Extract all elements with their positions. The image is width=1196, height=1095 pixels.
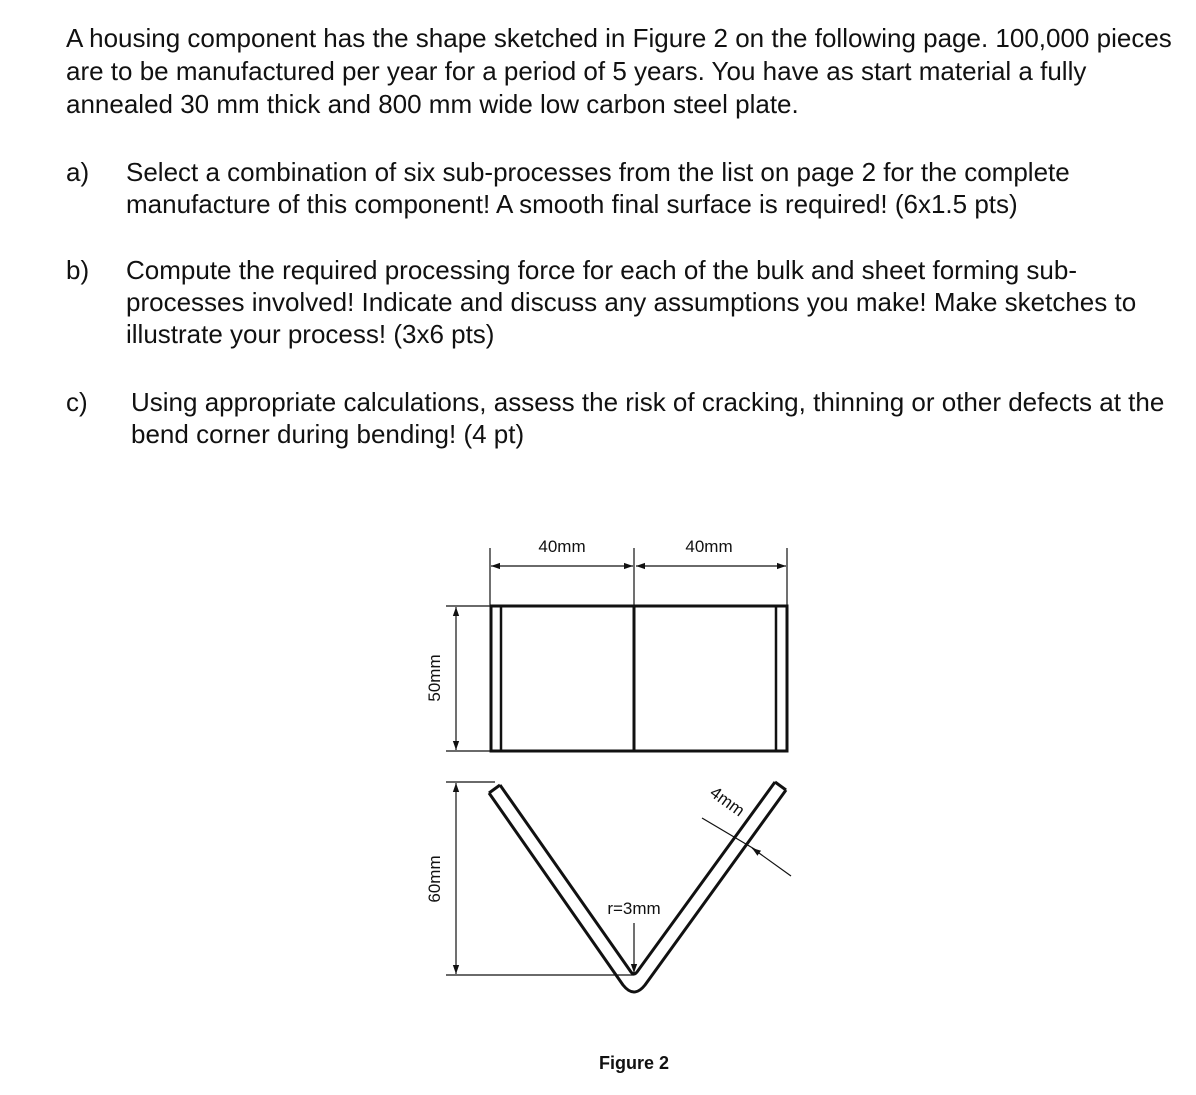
height-bottom-label: 60mm <box>425 855 444 903</box>
height-60-dimension <box>446 782 634 975</box>
question-c-text: Using appropriate calculations, assess the risk of cracking, thinning or other defects at the bend corner during bending! (4 pt) <box>131 387 1165 449</box>
figure-caption: Figure 2 <box>598 1053 670 1073</box>
height-top-label: 50mm <box>425 654 444 702</box>
question-b-text: Compute the required processing force for each of the bulk and sheet forming sub-processes involved! Indicate and discuss any assumptions you make! Make sketches to illustrate your process! (3x6 pts) <box>126 255 1137 349</box>
width-left-label: 40mm <box>538 537 586 556</box>
height-50-dimension <box>446 606 490 751</box>
top-view <box>491 606 787 751</box>
question-a-label: a) <box>66 157 90 187</box>
problem-intro: A housing component has the shape sketched in Figure 2 on the following page. 100,000 pieces are to be manufactured per year for a period of 5 years. You have as start material a fully annealed 30 mm thick and 800 mm wide low carbon steel plate. <box>66 23 1172 119</box>
question-c-label: c) <box>66 387 88 417</box>
width-dimension <box>490 548 787 605</box>
thickness-label: 4mm <box>706 782 749 821</box>
question-b-label: b) <box>66 255 90 285</box>
question-a-text: Select a combination of six sub-processes from the list on page 2 for the complete manufacture of this component! A smooth final surface is required! (6x1.5 pts) <box>126 157 1070 219</box>
radius-label: r=3mm <box>607 899 661 918</box>
width-right-label: 40mm <box>685 537 733 556</box>
